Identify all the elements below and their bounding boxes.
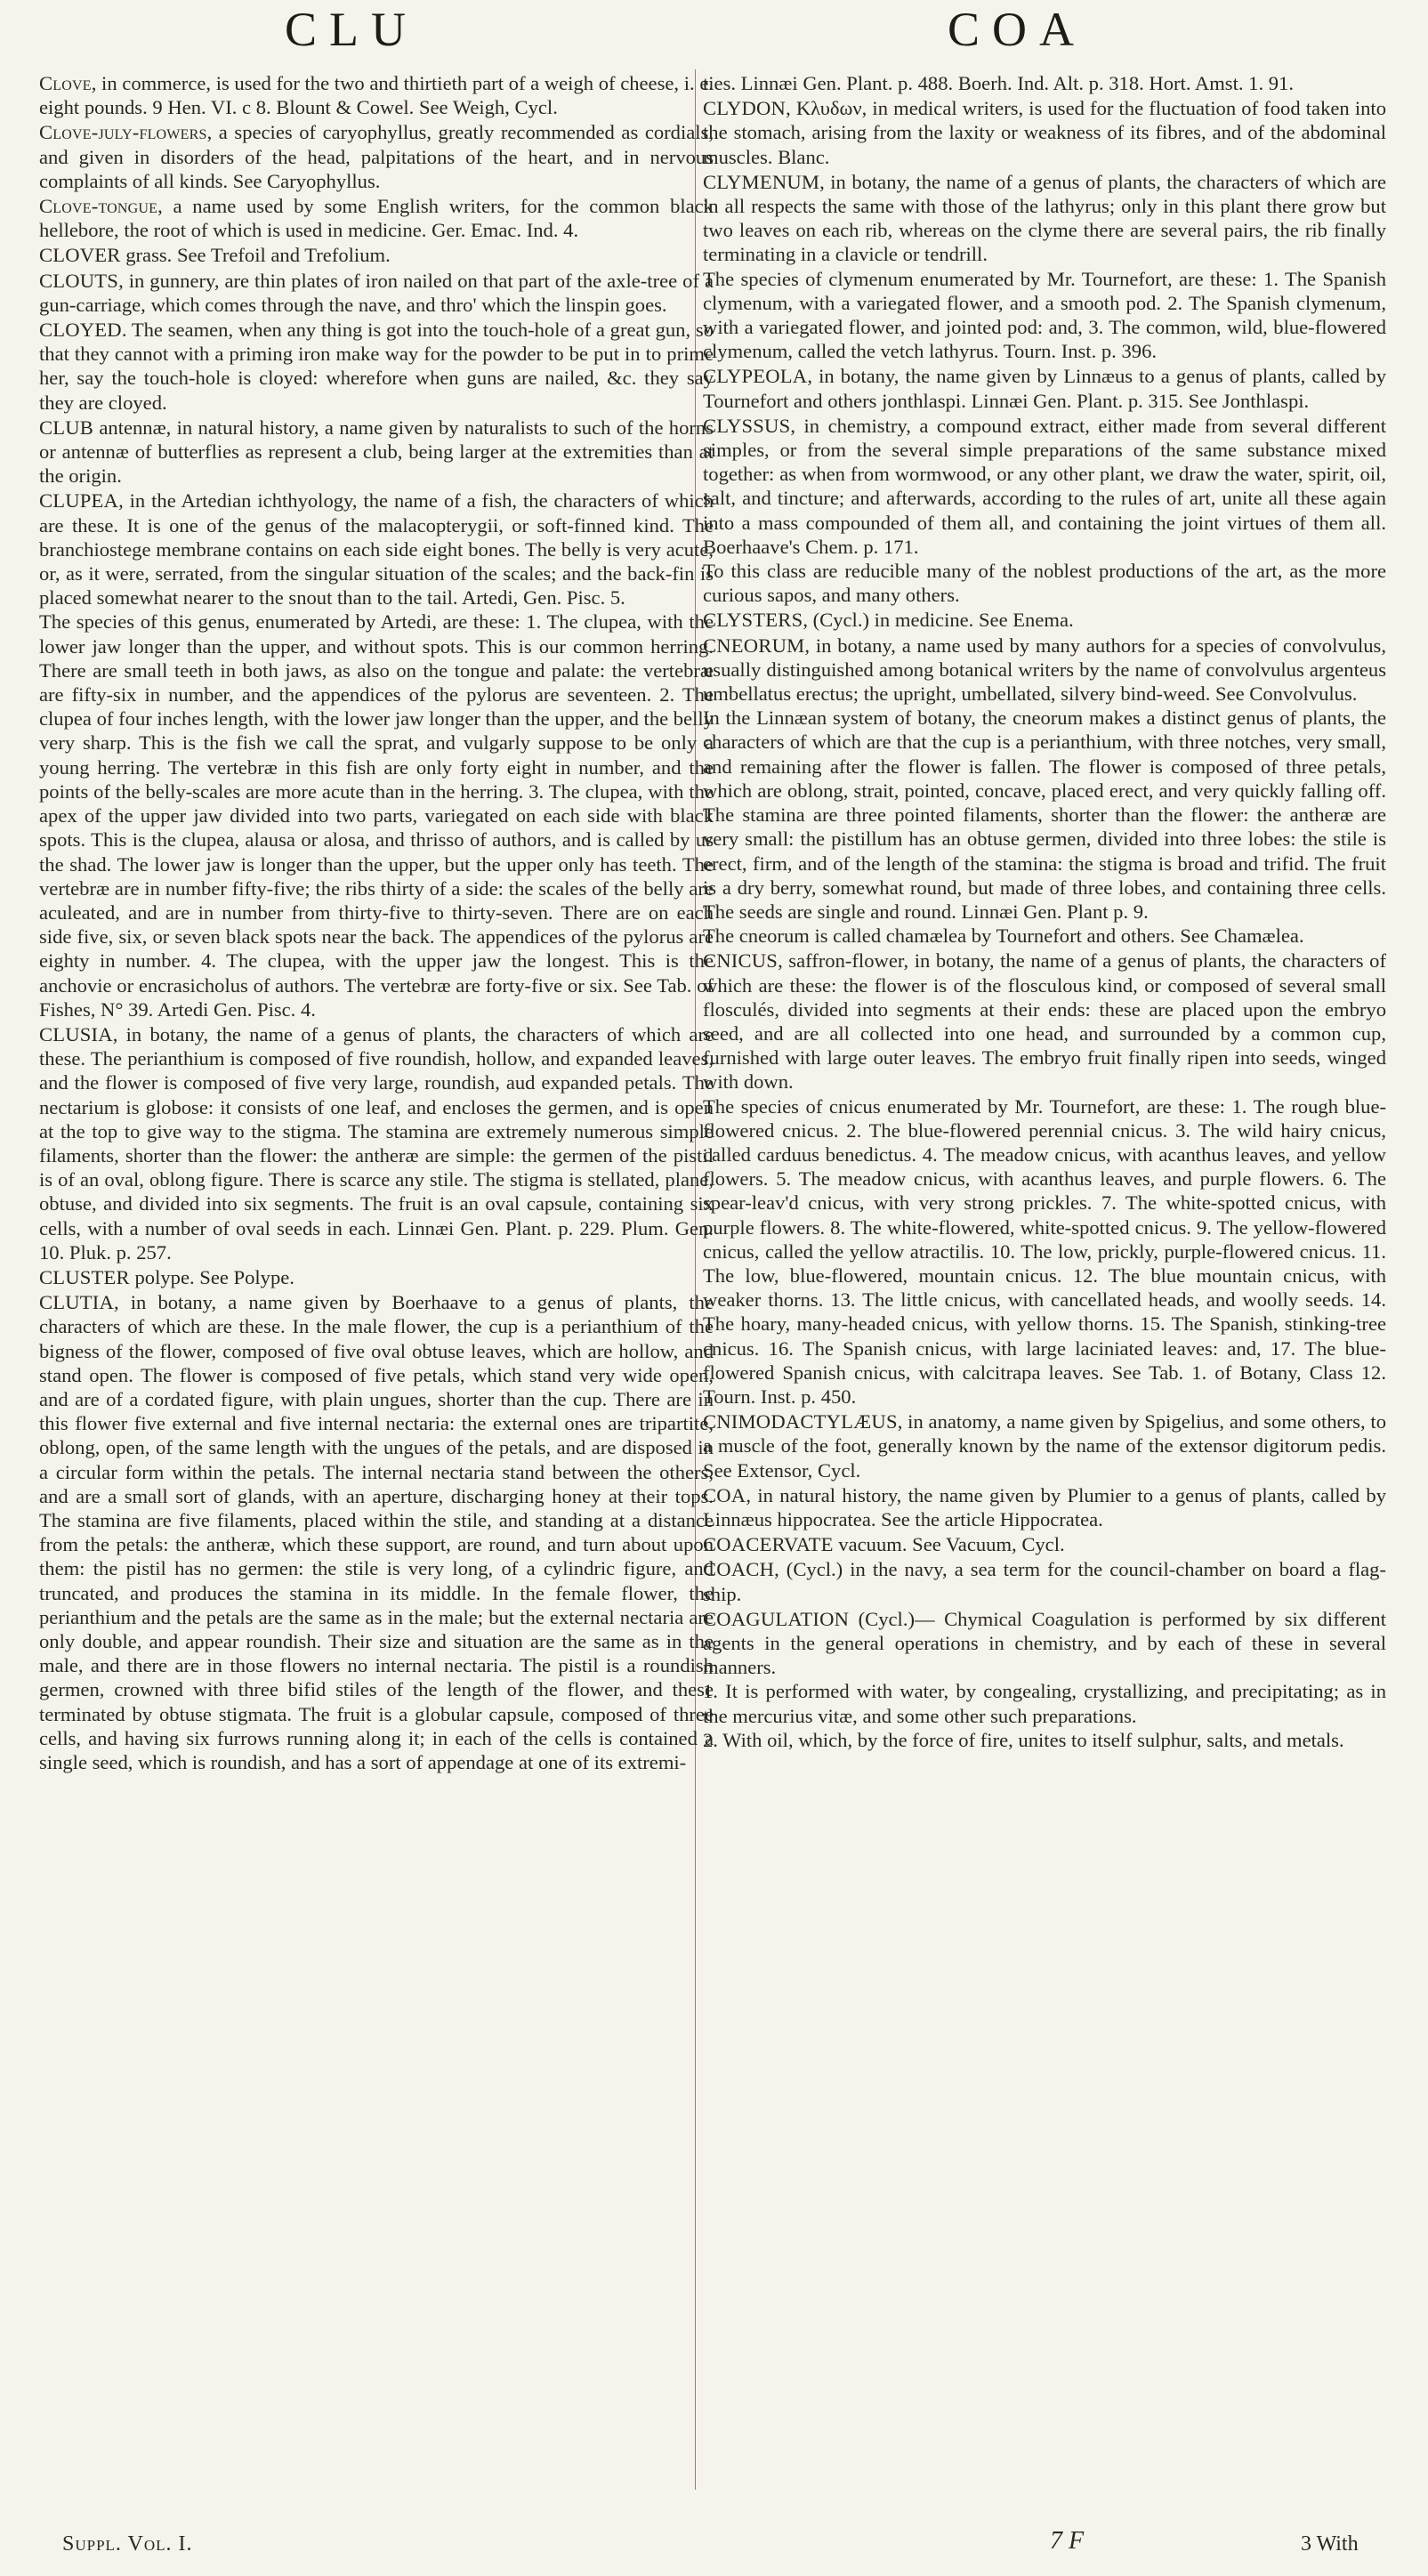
entry-text xyxy=(39,1022,714,1264)
entry-body: polype. See Polype. xyxy=(129,1265,294,1288)
dictionary-entry xyxy=(39,120,714,193)
dictionary-entry xyxy=(703,1532,1386,1556)
dictionary-entry xyxy=(703,170,1386,364)
dictionary-entry xyxy=(703,1483,1386,1531)
entry-headword: CNICUS xyxy=(703,949,779,973)
entry-body: , a name used by some English writers, for the common black hellebore, the root of which is used in medicine. Ger. Emac. Ind. 4. xyxy=(39,195,714,242)
entry-text xyxy=(39,71,714,119)
entry-headword: CLUPEA xyxy=(39,489,119,513)
entry-text xyxy=(39,269,714,317)
dictionary-entry xyxy=(39,194,714,242)
entry-body: , saffron-flower, in botany, the name of a genus of plants, the characters of which are these: the flower is of the flosculous kind, or composed of several small flosculés, divided into segments at their ends: these are placed upon the embryo seed, and are all collected into one head, and surrounded by a common cup, furnished with large outer leaves. The embryo fruit finally ripen into seeds, winged with down. xyxy=(703,949,1386,1094)
entry-text xyxy=(703,414,1386,559)
entry-text xyxy=(39,416,714,489)
signature-mark: 7 F xyxy=(1050,2527,1085,2555)
entry-text xyxy=(39,243,714,267)
entry-headword: CLYMENUM xyxy=(703,170,820,193)
entry-text xyxy=(703,1532,1386,1556)
entry-headword: CLUSIA xyxy=(39,1022,113,1046)
dictionary-entry xyxy=(703,71,1386,95)
entry-text xyxy=(39,318,714,415)
entry-text xyxy=(703,170,1386,267)
entry-body: , in chemistry, a compound extract, either made from several different simples, or from the several simple preparations of the same substance mixed together: as when from wormwood, or any other plant, we draw the water, spirit, oil, salt, and tincture; and afterwards, according to the rules of art, unite all these again into a mass compounded of them all, and containing the joint virtues of them all. Boerhaave's Chem. p. 171. xyxy=(703,414,1386,558)
entry-body: , (Cycl.) in the navy, a sea term for the council-chamber on board a flag-ship. xyxy=(703,1558,1386,1605)
entry-headword: CLUSTER xyxy=(39,1265,130,1288)
entry-headword: COACH xyxy=(703,1558,775,1581)
left-column xyxy=(39,71,714,1775)
entry-body: , in botany, the name of a genus of plants, the characters of which are these. The perianthium is composed of five roundish, hollow, and expanded leaves, and the flower is composed of five very large, roundish, aud expanded petals. The nectarium is globose: it consists of one leaf, and encloses the germen, and is open at the top to give way to the stigma. The stamina are extremely numerous simple filaments, shorter than the flower: the antheræ are simple: the germen of the pistil is of an oval, oblong figure. There is scarce any stile. The stigma is stellated, plane, obtuse, and divided into six segments. The fruit is an oval capsule, containing six cells, with a number of oval seeds in each. Linnæi Gen. Plant. p. 229. Plum. Gen. 10. Pluk. p. 257. xyxy=(39,1022,714,1264)
entry-headword: CLUB xyxy=(39,416,94,439)
entry-text xyxy=(703,1409,1386,1482)
entry-text xyxy=(39,489,714,610)
entry-text xyxy=(703,1557,1386,1605)
entry-body: grass. See Trefoil and Trefolium. xyxy=(120,244,391,267)
entry-body: , in gunnery, are thin plates of iron nailed on that part of the axle-tree of a gun-carriage, which comes through the nave, and thro' which the linspin goes. xyxy=(39,269,714,316)
entry-body: , in anatomy, a name given by Spigelius, and some others, to a muscle of the foot, generally known by the name of the extensor digitorum pedis. See Extensor, Cycl. xyxy=(703,1410,1386,1482)
catchword: 3 With xyxy=(1301,2532,1359,2556)
dictionary-entry xyxy=(39,489,714,1021)
entry-headword: Clove-july-flowers xyxy=(39,121,207,144)
dictionary-entry xyxy=(703,634,1386,949)
entry-headword: CLUTIA xyxy=(39,1291,115,1314)
entry-headword: COA xyxy=(703,1483,746,1506)
dictionary-entry xyxy=(703,96,1386,169)
dictionary-entry xyxy=(39,243,714,267)
entry-headword: CNEORUM xyxy=(703,634,805,657)
entry-body: , in commerce, is used for the two and thirtieth part of a weigh of cheese, i. e. eight pounds. 9 Hen. VI. c 8. Blount & Cowel. See Weigh, Cycl. xyxy=(39,72,714,119)
entry-text xyxy=(39,1265,714,1289)
entry-headword: CLOYED xyxy=(39,319,122,342)
entry-paragraph: The cneorum is called chamælea by Tournefort and others. See Chamælea. xyxy=(703,925,1304,948)
entry-body: . The seamen, when any thing is got into the touch-hole of a great gun, so that they cannot with a priming iron make way for the powder to be put in to prime her, say the touch-hole is cloyed: wherefore when guns are nailed, &c. they say they are cloyed. xyxy=(39,319,714,414)
entry-body: (Cycl.)— Chymical Coagulation is performed by six different agents in the general operations in chemistry, and by each of these in several manners. xyxy=(703,1607,1386,1679)
volume-footer: Suppl. Vol. I. xyxy=(62,2532,193,2556)
dictionary-entry xyxy=(703,608,1386,632)
entry-text xyxy=(703,96,1386,169)
entry-body: , in natural history, the name given by Plumier to a genus of plants, called by Linnæus hippocratea. See the article Hippocratea. xyxy=(703,1483,1386,1530)
entry-body: , Κλυδων, in medical writers, is used for the fluctuation of food taken into the stomach, arising from the laxity or weakness of its fibres, and of the abdominal muscles. Blanc. xyxy=(703,97,1386,168)
entry-body: , a species of caryophyllus, greatly recommended as cordials, and given in disorders of the head, palpitations of the heart, and in nervous complaints of all kinds. See Caryophyllus. xyxy=(39,121,714,192)
dictionary-entry xyxy=(703,1409,1386,1482)
entry-body: vacuum. See Vacuum, Cycl. xyxy=(833,1533,1065,1556)
right-column xyxy=(703,71,1386,1753)
dictionary-entry xyxy=(703,1557,1386,1605)
entry-body: , (Cycl.) in medicine. See Enema. xyxy=(803,609,1074,632)
entry-body: , in botany, the name of a genus of plants, the characters of which are in all respects the same with those of the lathyrus; only in this plant there grow but two leaves on each rib, whereas on the clyme there are several pairs, the rib finally terminating in a clavicle or tendrill. xyxy=(703,170,1386,266)
entry-paragraph: The species of this genus, enumerated by Artedi, are these: 1. The clupea, with the lower jaw longer than the upper, and without spots. This is our common herring. There are small teeth in both jaws, as also on the tongue and palate: the vertebræ are fifty-six in number, and the appendices of the pylorus are seventeen. 2. The clupea of four inches length, with the lower jaw longer than the upper, and the belly very sharp. This is the fish we call the sprat, and vulgarly suppose to be only a young herring. The vertebræ in this fish are only forty eight in number, and the points of the belly-scales are more acute than in the herring. 3. The clupea, with the apex of the upper jaw divided into two parts, variegated on each side with black spots. This is the clupea, alausa or alosa, and thrisso of authors, and is called by us the shad. The lower jaw is longer than the upper, but the upper only has teeth. The vertebræ are in number fifty-five; the ribs thirty of a side: the scales of the belly are aculeated, and are in number from thirty-five to thirty-seven. There are on each side five, six, or seven black spots near the back. The appendices of the pylorus are eighty in number. 4. The clupea, with the upper jaw the longest. This is the anchovie or encrasicholus of authors. The vertebræ are forty-five or six. See Tab. of Fishes, N° 39. Artedi Gen. Pisc. 4. xyxy=(39,610,714,1021)
entry-body: ties. Linnæi Gen. Plant. p. 488. Boerh. Ind. Alt. p. 318. Hort. Amst. 1. 91. xyxy=(703,72,1294,94)
entry-paragraph: 2. With oil, which, by the force of fire, unites to itself sulphur, salts, and metals. xyxy=(703,1728,1344,1751)
entry-headword: CLYSTERS xyxy=(703,609,803,632)
entry-text xyxy=(703,1607,1386,1680)
entry-headword: CLYPEOLA xyxy=(703,365,808,388)
entry-text xyxy=(703,71,1386,95)
dictionary-entry xyxy=(703,949,1386,1409)
running-head-right: COA xyxy=(948,3,1087,56)
entry-headword: COACERVATE xyxy=(703,1533,834,1556)
entry-text xyxy=(39,120,714,193)
dictionary-entry xyxy=(39,1022,714,1264)
entry-body: , in botany, the name given by Linnæus to a genus of plants, called by Tournefort and others jonthlaspi. Linnæi Gen. Plant. p. 315. See Jonthlaspi. xyxy=(703,365,1386,412)
dictionary-entry xyxy=(39,416,714,489)
entry-paragraph: In the Linnæan system of botany, the cneorum makes a distinct genus of plants, the characters of which are that the cup is a perianthium, with three notches, very small, and remaining after the flower is fallen. The flower is composed of three petals, which are oblong, strait, pointed, concave, placed erect, and very quickly falling off. The stamina are three pointed filaments, shorter than the flower: the antheræ are very small: the pistillum has an obtuse germen, divided into three lobes: the stile is erect, firm, and of the length of the stamina: the stigma is broad and trifid. The fruit is a dry berry, somewhat round, but made of three lobes, and containing three cells. The seeds are single and round. Linnæi Gen. Plant p. 9. xyxy=(703,707,1386,923)
entry-headword: CNIMODACTYLÆUS xyxy=(703,1410,898,1433)
entry-text xyxy=(703,634,1386,707)
entry-headword: CLYSSUS xyxy=(703,414,791,437)
entry-body: , in botany, a name used by many authors for a species of convolvulus, usually distinguished among botanical writers by the name of convolvulus argenteus umbellatus erectus; the upright, umbellated, silvery bind-weed. See Convolvulus. xyxy=(703,634,1386,706)
dictionary-entry xyxy=(39,269,714,317)
entry-text xyxy=(703,364,1386,412)
entry-headword: CLYDON xyxy=(703,97,787,120)
running-head-left: CLU xyxy=(285,3,418,56)
dictionary-entry xyxy=(39,1265,714,1289)
entry-paragraph: The species of clymenum enumerated by Mr. Tournefort, are these: 1. The Spanish clymenum, with a variegated flower, and a smooth pod. 2. The Spanish clymenum, with a variegated flower, and jointed pod: and, 3. The common, wild, blue-flowered clymenum, called the vetch lathyrus. Tourn. Inst. p. 396. xyxy=(703,267,1386,363)
dictionary-entry xyxy=(703,1607,1386,1752)
entry-paragraph: To this class are reducible many of the noblest productions of the art, as the more curious sapos, and many others. xyxy=(703,560,1386,607)
entry-text xyxy=(39,1290,714,1774)
entry-body: antennæ, in natural history, a name given by naturalists to such of the horns or antennæ of butterflies as represent a club, being larger at the extremities than at the origin. xyxy=(39,416,714,488)
entry-headword: Clove xyxy=(39,72,92,94)
entry-paragraph: The species of cnicus enumerated by Mr. Tournefort, are these: 1. The rough blue-flowered cnicus. 2. The blue-flowered perennial cnicus. 3. The wild hairy cnicus, called carduus benedictus. 4. The meadow cnicus, with acanthus leaves, and yellow flowers. 5. The meadow cnicus, with acanthus leaves, and purple flowers. 6. The spear-leav'd cnicus, with very strong prickles. 7. The white-spotted cnicus, with purple flowers. 8. The white-flowered, white-spotted cnicus. 9. The yellow-flowered cnicus, called the yellow atractilis. 10. The low, prickly, purple-flowered cnicus. 11. The low, blue-flowered, mountain cnicus. 12. The blue mountain cnicus, with weaker thorns. 13. The little cnicus, with cancellated heads, and woolly seeds. 14. The hoary, many-headed cnicus, with yellow thorns. 15. The Spanish, stinking-tree cnicus. 16. The Spanish cnicus, with large laciniated leaves: and, 17. The blue-flowered Spanish cnicus, with calcitrapa leaves. See Tab. 1. of Botany, Class 12. Tourn. Inst. p. 450. xyxy=(703,1094,1386,1408)
entry-text xyxy=(703,1483,1386,1531)
entry-headword: Clove-tongue xyxy=(39,195,158,218)
dictionary-entry xyxy=(39,71,714,119)
dictionary-entry xyxy=(39,318,714,415)
entry-headword: CLOVER xyxy=(39,244,121,267)
entry-body: , in botany, a name given by Boerhaave to a genus of plants, the characters of which are these. In the male flower, the cup is a perianthium of the bigness of the flower, composed of five oval obtuse leaves, which are hollow, and stand open. The flower is composed of five petals, which stand very wide open, and are of a cordated figure, with plain ungues, shorter than the cup. There are in this flower five external and five internal nectaria: the external ones are tripartite, oblong, open, of the same length with the ungues of the petals, and are disposed in a circular form within the petals. The internal nectaria stand between the others, and are a small sort of glands, with an aperture, discharging honey at their tops. The stamina are five filaments, placed within the stile, and standing at a distance from the petals: the antheræ, which these support, are round, and turn about upon them: the pistil has no germen: the stile is very long, of a cylindric figure, and truncated, and produces the stamina in its middle. In the female flower, the perianthium and the petals are the same as in the male; but the external nectaria are only double, and appear roundish. Their size and situation are the same as in the male, and there are in those flowers no internal nectaria. The pistil is a roundish germen, crowned with three bifid stiles of the length of the flower, and these terminated by obtuse stigmata. The fruit is a globular capsule, composed of three cells, and having six furrows running along it; in each of the cells is contained a single seed, which is roundish, and has a sort of appendage at one of its extremi- xyxy=(39,1291,714,1774)
dictionary-entry xyxy=(703,414,1386,608)
entry-text xyxy=(703,608,1386,632)
entry-headword: COAGULATION xyxy=(703,1607,850,1630)
entry-paragraph: 1. It is performed with water, by congealing, crystallizing, and precipitating; as in the mercurius vitæ, and some other such preparations. xyxy=(703,1680,1386,1727)
dictionary-entry xyxy=(703,364,1386,412)
entry-text xyxy=(703,949,1386,1094)
entry-headword: CLOUTS xyxy=(39,269,119,292)
entry-body: , in the Artedian ichthyology, the name of a fish, the characters of which are these. It is one of the genus of the malacopterygii, or soft-finned kind. The branchiostege membrane contains on each side eight bones. The belly is very acute, or, as it were, serrated, from the singular situation of the scales; and the back-fin is placed somewhat nearer to the snout than to the tail. Artedi, Gen. Pisc. 5. xyxy=(39,489,714,610)
dictionary-entry xyxy=(39,1290,714,1774)
entry-text xyxy=(39,194,714,242)
